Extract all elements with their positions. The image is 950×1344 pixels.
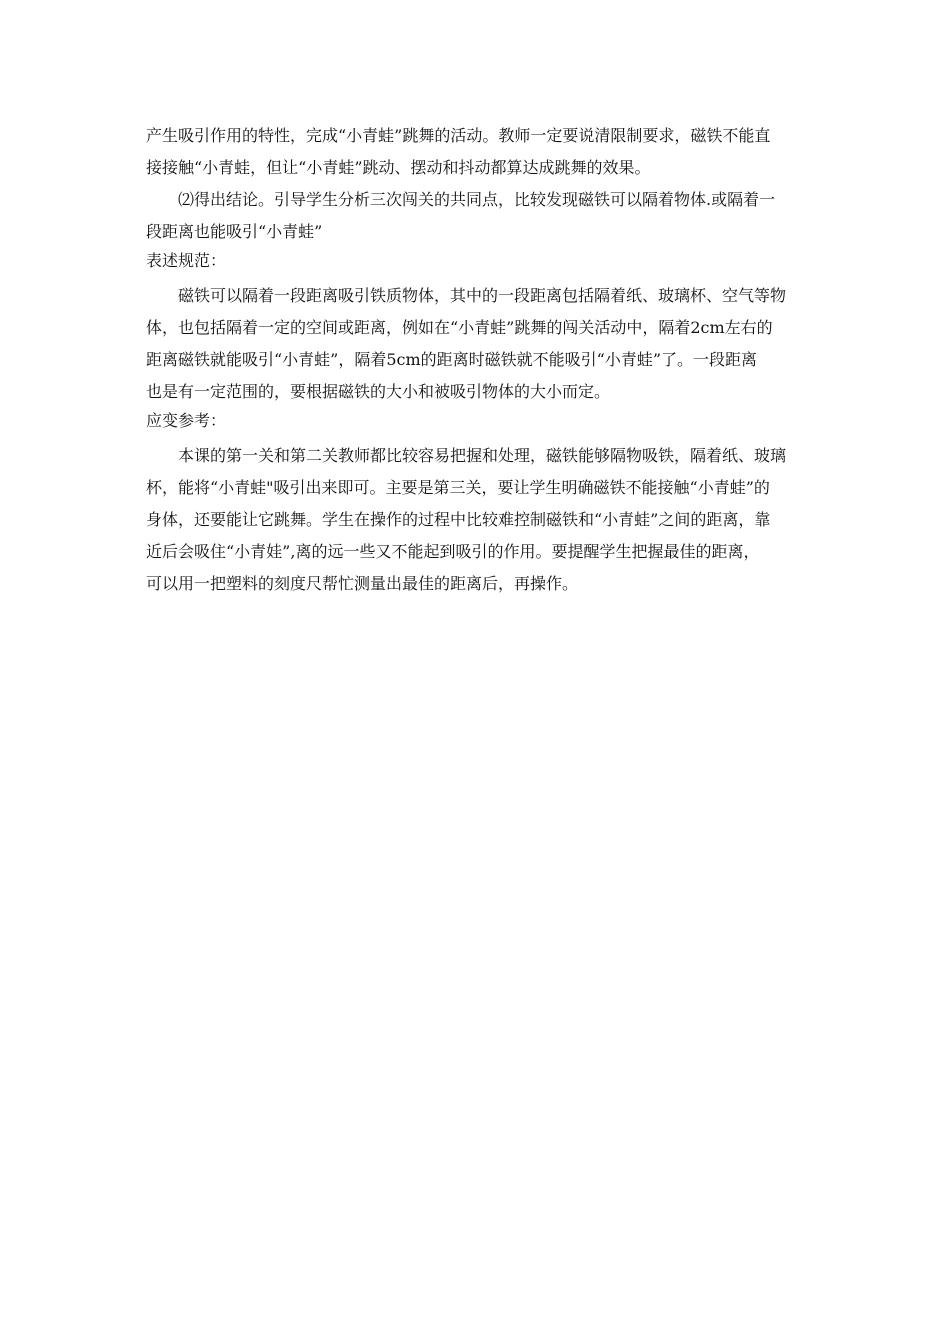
paragraph-activity-requirements	[146, 120, 810, 184]
text-line: 产生吸引作用的特性，完成“小青蛙”跳舞的活动。教师一定要说清限制要求，磁铁不能直	[146, 126, 771, 145]
text-line: 杯，能将“小青蛙"吸引出来即可。主要是第三关，要让学生明确磁铁不能接触“小青蛙”的	[146, 478, 770, 497]
text-line: 近后会吸住“小青娃”,离的远一些又不能起到吸引的作用。要提醒学生把握最佳的距离，	[146, 542, 760, 561]
paragraph-expression-norms	[146, 280, 810, 408]
text-line: 身体，还要能让它跳舞。学生在操作的过程中比较难控制磁铁和“小青蛙”之间的距离，靠	[146, 510, 771, 529]
text-line: 距离磁铁就能吸引“小青蛙”，隔着5cm的距离时磁铁就不能吸引“小青蛙”了。一段距离	[146, 350, 758, 369]
text-line: 磁铁可以隔着一段距离吸引铁质物体，其中的一段距离包括隔着纸、玻璃杯、空气等物	[178, 286, 787, 305]
paragraph-contingency-reference	[146, 440, 810, 600]
paragraph-conclusion	[146, 184, 810, 248]
text-line: 可以用一把塑料的刻度尺帮忙测量出最佳的距离后，再操作。	[146, 574, 579, 593]
document-page	[146, 120, 810, 600]
text-line: ⑵得出结论。引导学生分析三次闯关的共同点，比较发现磁铁可以隔着物体.或隔着一	[178, 190, 776, 209]
text-line: 段距离也能吸引“小青蛙”	[146, 222, 323, 241]
text-line: 本课的第一关和第二关教师都比较容易把握和处理，磁铁能够隔物吸铁，隔着纸、玻璃	[178, 446, 787, 465]
text-line: 也是有一定范围的，要根据磁铁的大小和被吸引物体的大小而定。	[146, 382, 611, 401]
section-heading-expression-norms: 表述规范：	[146, 251, 227, 270]
text-line: 体，也包括隔着一定的空间或距离，例如在“小青蛙”跳舞的闯关活动中，隔着2cm左右的	[146, 318, 773, 337]
section-heading-contingency-reference: 应变参考：	[146, 411, 227, 430]
text-line: 接接触“小青蛙，但让“小青蛙”跳动、摆动和抖动都算达成跳舞的效果。	[146, 158, 651, 177]
